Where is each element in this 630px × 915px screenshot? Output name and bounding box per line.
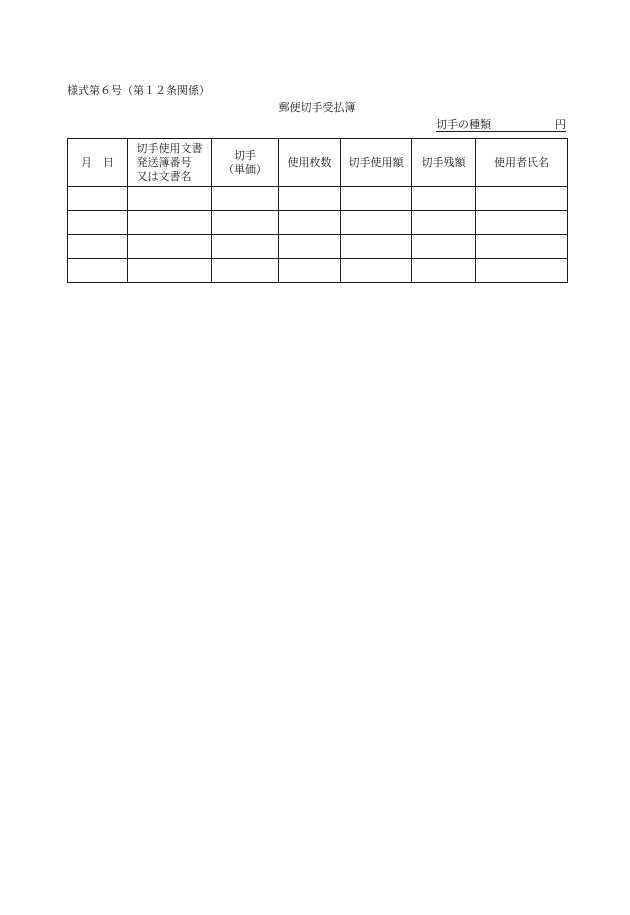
cell-document-number[interactable] [128, 235, 212, 259]
header-count: 使用枚数 [279, 139, 341, 187]
cell-date[interactable] [68, 259, 128, 283]
table-row [68, 211, 568, 235]
stamp-type-label: 切手の種類 [436, 118, 491, 131]
cell-date[interactable] [68, 211, 128, 235]
cell-balance[interactable] [412, 235, 476, 259]
cell-date[interactable] [68, 187, 128, 211]
cell-count[interactable] [279, 187, 341, 211]
stamp-ledger-table [67, 138, 568, 283]
cell-count[interactable] [279, 211, 341, 235]
cell-stamp-unit-price[interactable] [212, 259, 279, 283]
table-row [68, 187, 568, 211]
table-header-row [68, 139, 568, 187]
cell-date[interactable] [68, 235, 128, 259]
header-document-number [128, 139, 212, 187]
cell-document-number[interactable] [128, 187, 212, 211]
header-document-number-line3: 又は文書名 [136, 169, 192, 183]
cell-user-name[interactable] [476, 187, 568, 211]
form-number: 様式第６号（第１２条関係） [67, 84, 210, 97]
page-title: 郵便切手受払簿 [278, 101, 356, 114]
cell-balance[interactable] [412, 187, 476, 211]
cell-count[interactable] [279, 259, 341, 283]
cell-user-name[interactable] [476, 259, 568, 283]
cell-document-number[interactable] [128, 211, 212, 235]
header-used-amount: 切手使用額 [341, 139, 412, 187]
table-body [68, 187, 568, 283]
cell-used-amount[interactable] [341, 235, 412, 259]
header-user-name: 使用者氏名 [476, 139, 568, 187]
table-row [68, 235, 568, 259]
cell-used-amount[interactable] [341, 259, 412, 283]
cell-balance[interactable] [412, 259, 476, 283]
header-document-number-line2: 発送簿番号 [136, 155, 192, 169]
stamp-type-unit: 円 [555, 118, 566, 131]
header-document-number-line1: 切手使用文書 [136, 141, 203, 155]
header-stamp-line1: 切手 [234, 148, 256, 162]
header-date: 月 日 [68, 139, 128, 187]
cell-user-name[interactable] [476, 235, 568, 259]
cell-document-number[interactable] [128, 259, 212, 283]
header-stamp-unit-price [212, 139, 279, 187]
cell-stamp-unit-price[interactable] [212, 187, 279, 211]
stamp-type-field[interactable] [436, 118, 566, 132]
cell-stamp-unit-price[interactable] [212, 235, 279, 259]
cell-balance[interactable] [412, 211, 476, 235]
table-row [68, 259, 568, 283]
cell-used-amount[interactable] [341, 187, 412, 211]
cell-stamp-unit-price[interactable] [212, 211, 279, 235]
header-stamp-line2: （単価） [223, 162, 267, 176]
cell-used-amount[interactable] [341, 211, 412, 235]
cell-count[interactable] [279, 235, 341, 259]
cell-user-name[interactable] [476, 211, 568, 235]
header-balance: 切手残額 [412, 139, 476, 187]
